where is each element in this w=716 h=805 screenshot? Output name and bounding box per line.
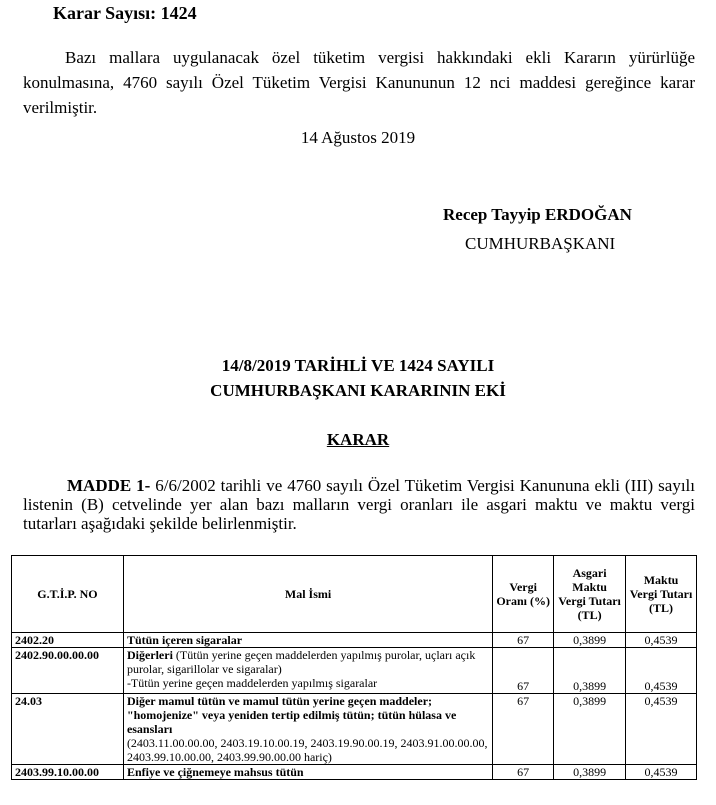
annex-title-line2: CUMHURBAŞKANI KARARININ EKİ	[210, 381, 506, 400]
gtip-cell: 24.03	[12, 694, 124, 765]
mal-ismi-bold: Diğer mamul tütün ve mamul tütün yerine geçen maddeler; "homojenize" veya yeniden tertip edilmiş tütün; tütün hülasa ve esansları	[126, 694, 457, 736]
mal-ismi-cell	[123, 633, 492, 648]
mal-ismi-cell	[123, 648, 492, 694]
madde-label: MADDE 1-	[67, 476, 151, 495]
maktu-cell: 0,4539	[626, 765, 697, 780]
madde-text: 6/6/2002 tarihli ve 4760 sayılı Özel Tüketim Vergisi Kanununa ekli (III) sayılı listenin (B) cetvelinde yer alan bazı malların vergi oranları ile asgari maktu ve maktu vergi tutarları aşağıdaki şekilde belirlenmiştir.	[23, 476, 695, 533]
table-row	[12, 648, 697, 694]
header-mal-ismi: Mal İsmi	[123, 556, 492, 633]
karar-heading: KARAR	[326, 430, 390, 449]
mal-ismi-bold: Diğerleri	[126, 648, 173, 662]
table-header-row	[12, 556, 697, 633]
mal-ismi-cell	[123, 765, 492, 780]
table-row	[12, 765, 697, 780]
vergi-orani-cell: 67	[493, 648, 554, 694]
table-row	[12, 633, 697, 648]
mal-ismi-bold: Enfiye ve çiğnemeye mahsus tütün	[126, 765, 304, 779]
maktu-cell: 0,4539	[626, 648, 697, 694]
mal-ismi-detail: -Tütün yerine geçen maddelerden yapılmış sigaralar	[126, 676, 378, 690]
asgari-maktu-cell: 0,3899	[554, 765, 626, 780]
signer-title: CUMHURBAŞKANI	[465, 234, 616, 253]
table-row	[12, 694, 697, 765]
intro-paragraph	[23, 45, 695, 120]
annex-title-line1: 14/8/2019 TARİHLİ VE 1424 SAYILI	[221, 356, 495, 375]
decision-number: Karar Sayısı: 1424	[53, 3, 197, 23]
vergi-orani-cell: 67	[493, 765, 554, 780]
gtip-cell: 2402.90.00.00.00	[12, 648, 124, 694]
asgari-maktu-cell: 0,3899	[554, 633, 626, 648]
intro-text: Bazı mallara uygulanacak özel tüketim vergisi hakkındaki ekli Kararın yürürlüğe konulmasına, 4760 sayılı Özel Tüketim Vergisi Kanununun 12 nci maddesi gereğince karar verilmiştir.	[23, 48, 695, 117]
madde-paragraph	[23, 476, 695, 533]
vergi-orani-cell: 67	[493, 694, 554, 765]
gtip-cell: 2403.99.10.00.00	[12, 765, 124, 780]
header-maktu: Maktu Vergi Tutarı (TL)	[626, 556, 697, 633]
maktu-cell: 0,4539	[626, 633, 697, 648]
mal-ismi-bold: Tütün içeren sigaralar	[126, 633, 243, 647]
gtip-cell: 2402.20	[12, 633, 124, 648]
header-asgari-maktu: Asgari Maktu Vergi Tutarı (TL)	[554, 556, 626, 633]
header-gtip: G.T.İ.P. NO	[12, 556, 124, 633]
mal-ismi-cell	[123, 694, 492, 765]
annex-title	[0, 353, 716, 403]
signer-name: Recep Tayyip ERDOĞAN	[443, 205, 632, 224]
vergi-orani-cell: 67	[493, 633, 554, 648]
mal-ismi-detail: (2403.11.00.00.00, 2403.19.10.00.19, 2403.19.90.00.19, 2403.91.00.00.00, 2403.99.10.00.00, 2403.99.90.00.00 hariç)	[126, 736, 488, 764]
asgari-maktu-cell: 0,3899	[554, 694, 626, 765]
asgari-maktu-cell: 0,3899	[554, 648, 626, 694]
decision-date: 14 Ağustos 2019	[300, 128, 416, 147]
maktu-cell: 0,4539	[626, 694, 697, 765]
tax-rate-table	[11, 555, 697, 780]
header-vergi-orani: Vergi Oranı (%)	[493, 556, 554, 633]
mal-ismi-text: (Tütün yerine geçen maddelerden yapılmış purolar, uçları açık purolar, sigarillolar ve sigaralar)	[126, 648, 476, 676]
